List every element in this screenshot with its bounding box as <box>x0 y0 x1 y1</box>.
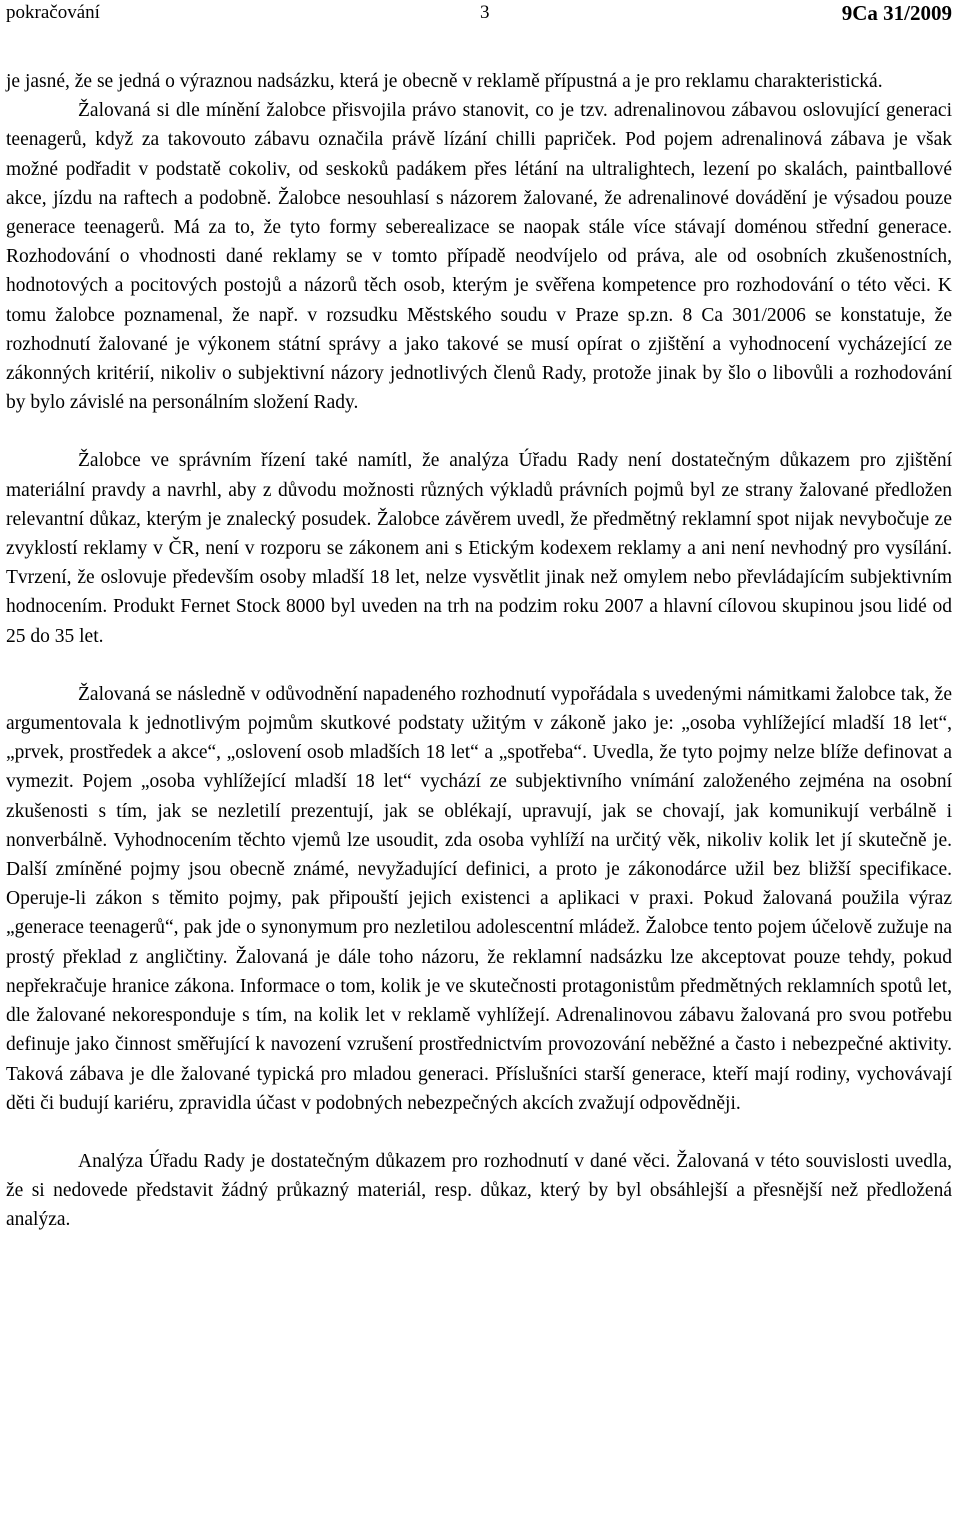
paragraph-2: Žalovaná si dle mínění žalobce přisvojila právo stanovit, co je tzv. adrenalinovou zábavou oslovující generaci teenagerů, když za takovouto zábavu označila právě lízání chilli papriček. Pod pojem adrenalinová zábava je však možné podřadit v podstatě cokoliv, od seskoků padákem přes létání na ultralightech, lezení po skalách, paintballové akce, jízdu na raftech a podobně. Žalobce nesouhlasí s názorem žalované, že adrenalinové dovádění je výsadou pouze generace teenagerů. Má za to, že tyto formy seberealizace se naopak stále více stávají doménou střední generace. Rozhodování o vhodnosti dané reklamy se v tomto případě neodvíjelo od práva, ale od osobních zkušenostních, hodnotových a pocitových postojů a názorů těch osob, kterým je svěřena kompetence pro rozhodování o této věci. K tomu žalobce poznamenal, že např. v rozsudku Městského soudu v Praze sp.zn. 8 Ca 301/2006 se konstatuje, že rozhodnutí žalované je výkonem státní správy a jako takové se musí opírat o zjištění a vyhodnocení vycházející ze zákonných kritérií, nikoliv o subjektivní názory jednotlivých členů Rady, protože jinak by šlo o libovůli a rozhodování by bylo závislé na personálním složení Rady. <box>6 100 952 414</box>
paragraph-5: Analýza Úřadu Rady je dostatečným důkazem pro rozhodnutí v dané věci. Žalovaná v této souvislosti uvedla, že si nedovede představit žádný průkazný materiál, resp. důkaz, který by byl obsáhlejší a přesnější než předložená analýza. <box>6 1150 952 1231</box>
paragraph-4: Žalovaná se následně v odůvodnění napadeného rozhodnutí vypořádala s uvedenými námitkami žalobce tak, že argumentovala k jednotlivým pojmům skutkové podstaty užitým v zákoně jako je: „osoba vyhlížející mladší 18 let“, „prvek, prostředek a akce“, „oslovení osob mladších 18 let“ a „spotřeba“. Uvedla, že tyto pojmy nelze blíže definovat a vymezit. Pojem „osoba vyhlížející mladší 18 let“ vychází ze subjektivního vnímání založeného zejména na osobní zkušenosti s tím, jak se nezletilí prezentují, jak se oblékají, upravují, jak se chovají, jak komunikují verbálně i nonverbálně. Vyhodnocením těchto vjemů lze usoudit, zda osoba vyhlíží na určitý věk, nikoliv kolik let jí skutečně je. Další zmíněné pojmy jsou obecně známé, nevyžadující definici, a proto je zákonodárce užil bez bližší specifikace. Operuje-li zákon s těmito pojmy, pak připouští jejich existenci a aplikaci v praxi. Pokud žalovaná použila výraz „generace teenagerů“, pak jde o synonymum pro nezletilou adolescentní mládež. Žalobce tento pojem účelově zužuje na prostý překlad z angličtiny. Žalovaná je dále toho názoru, že reklamní nadsázku lze akceptovat pouze tehdy, pokud nepřekračuje hranice zákona. Informace o tom, kolik je ve skutečnosti protagonistům předmětných reklamních spotů let, dle žalované nekoresponduje s tím, na kolik let v reklamě vyhlížejí. Adrenalinovou zábavu žalovaná pro svou potřebu definuje jako činnost směřující k navození vzrušení prostřednictvím provozování neběžné a často i nebezpečné aktivity. Taková zábava je dle žalované typická pro mladou generaci. Příslušníci starší generace, kteří mají rodiny, vychovávají děti či budují kariéru, zpravidla účast v podobných nebezpečných akcích zvažují odpovědněji. <box>6 683 952 1114</box>
document-body <box>6 67 952 1235</box>
paragraph-1: je jasné, že se jedná o výraznou nadsázku, která je obecně v reklamě přípustná a je pro reklamu charakteristická. <box>6 71 883 92</box>
continuation-label: pokračování <box>6 2 100 23</box>
page-number: 3 <box>480 2 490 23</box>
page-header <box>6 0 952 30</box>
paragraph-3: Žalobce ve správním řízení také namítl, že analýza Úřadu Rady není dostatečným důkazem pro zjištění materiální pravdy a navrhl, aby z důvodu možnosti různých výkladů právních pojmů byl ze strany žalované předložen relevantní důkaz, kterým je znalecký posudek. Žalobce závěrem uvedl, že předmětný reklamní spot nijak nevybočuje ze zvyklostí reklamy v ČR, není v rozporu se zákonem ani s Etickým kodexem reklamy a ani není nevhodný pro vysílání. Tvrzení, že oslovuje především osoby mladší 18 let, nelze vysvětlit jinak než omylem nebo převládajícím subjektivním hodnocením. Produkt Fernet Stock 8000 byl uveden na trh na podzim roku 2007 a hlavní cílovou skupinou jsou lidé od 25 do 35 let. <box>6 450 952 647</box>
case-number: 9Ca 31/2009 <box>841 1 952 25</box>
